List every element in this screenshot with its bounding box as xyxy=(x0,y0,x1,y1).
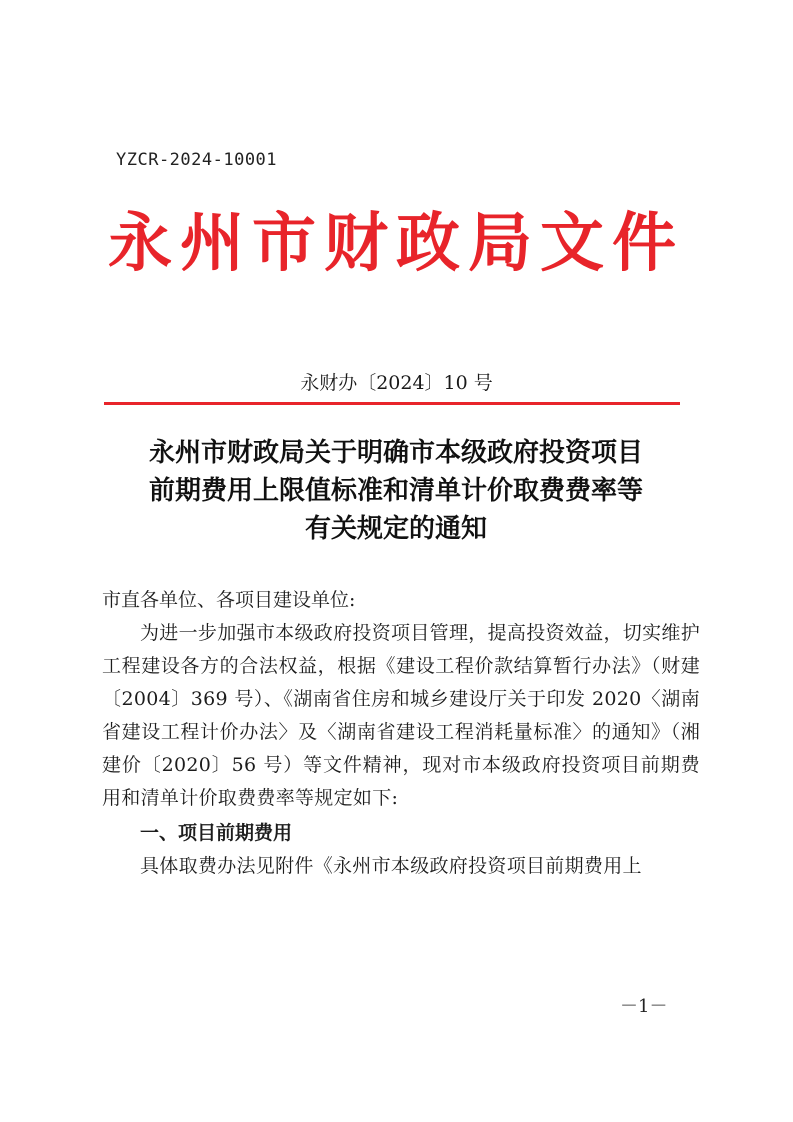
masthead-title: 永州市财政局文件 xyxy=(108,206,684,281)
section-heading: 一、项目前期费用 xyxy=(140,822,293,844)
body-text xyxy=(102,584,700,883)
title-line: 前期费用上限值标准和清单计价取费费率等 xyxy=(148,476,643,506)
page-number: －1－ xyxy=(620,996,668,1017)
red-divider xyxy=(104,402,680,405)
title-line: 永州市财政局关于明确市本级政府投资项目 xyxy=(148,438,643,468)
title-line: 有关规定的通知 xyxy=(304,514,487,544)
addressee: 市直各单位、各项目建设单位: xyxy=(102,589,356,611)
paragraph: 为进一步加强市本级政府投资项目管理，提高投资效益，切实维护工程建设各方的合法权益，根据《建设工程价款结算暂行办法》（财建〔2004〕369 号）、《湖南省住房和城乡建设厅关于印发 2020〈湖南省建设工程计价办法〉及〈湖南省建设工程消耗量标准〉的通知》（湘建价〔2020〕56 号）等文件精神，现对市本级政府投资项目前期费用和清单计价取费费率等规定如下: xyxy=(102,622,700,809)
paragraph: 具体取费办法见附件《永州市本级政府投资项目前期费用上 xyxy=(140,855,642,877)
document-code: YZCR-2024-10001 xyxy=(116,150,278,170)
document-number: 永财办〔2024〕10 号 xyxy=(300,372,493,394)
notice-title xyxy=(96,434,696,548)
